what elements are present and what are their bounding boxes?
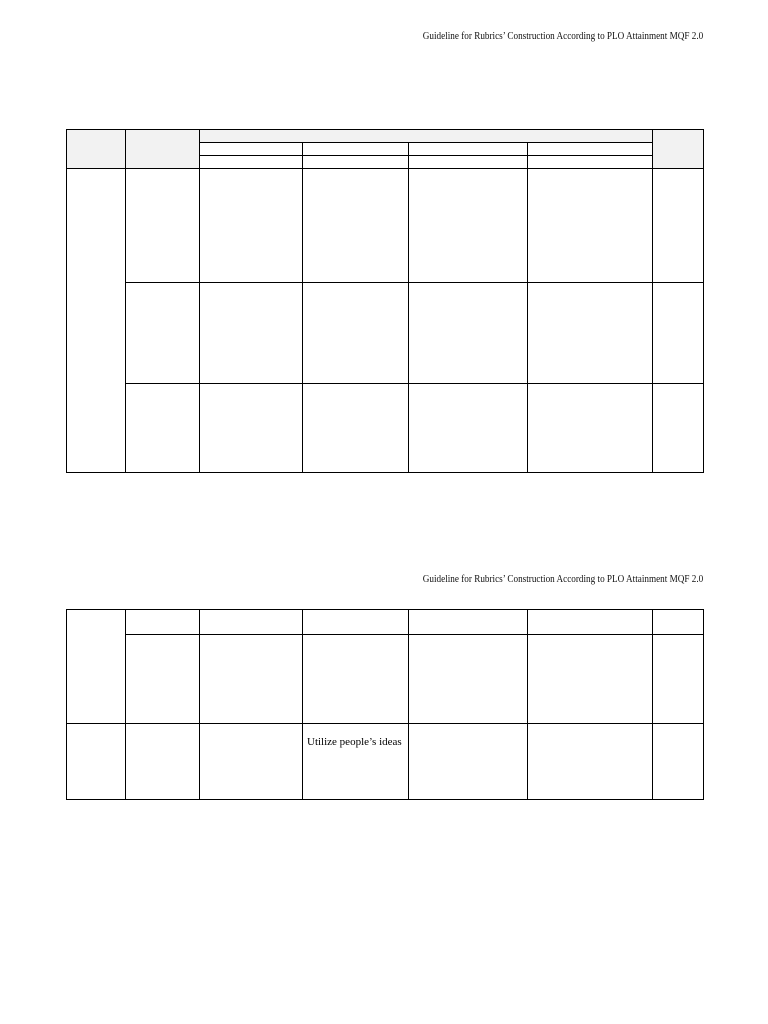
header-cell bbox=[527, 142, 653, 156]
header-cell bbox=[652, 129, 704, 169]
table-cell bbox=[527, 282, 653, 384]
table-cell bbox=[408, 634, 528, 724]
running-header: Guideline for Rubrics’ Construction According to PLO Attainment MQF 2.0 bbox=[422, 574, 703, 585]
table-cell bbox=[302, 168, 409, 283]
table-cell bbox=[302, 634, 409, 724]
table-cell bbox=[652, 634, 704, 724]
table-cell bbox=[199, 634, 303, 724]
table-cell bbox=[199, 168, 303, 283]
header-cell bbox=[302, 155, 409, 169]
table-cell bbox=[199, 383, 303, 473]
table-cell bbox=[66, 168, 126, 473]
table-cell bbox=[527, 383, 653, 473]
table-cell bbox=[66, 609, 126, 724]
header-cell bbox=[66, 129, 126, 169]
table-cell bbox=[125, 609, 200, 635]
rubric-table bbox=[66, 129, 704, 473]
table-cell bbox=[125, 168, 200, 283]
table-cell bbox=[408, 383, 528, 473]
table-cell bbox=[302, 383, 409, 473]
header-cell bbox=[302, 142, 409, 156]
table-cell bbox=[302, 609, 409, 635]
table-cell bbox=[199, 609, 303, 635]
header-cell bbox=[125, 129, 200, 169]
table-cell bbox=[66, 723, 126, 800]
header-cell bbox=[199, 142, 303, 156]
rubric-table bbox=[66, 609, 704, 800]
table-cell bbox=[527, 634, 653, 724]
table-cell bbox=[199, 282, 303, 384]
table-cell bbox=[125, 634, 200, 724]
header-cell bbox=[199, 129, 653, 143]
table-cell bbox=[527, 723, 653, 800]
running-header: Guideline for Rubrics’ Construction According to PLO Attainment MQF 2.0 bbox=[422, 31, 703, 42]
table-cell bbox=[408, 609, 528, 635]
table-cell bbox=[527, 168, 653, 283]
table-cell bbox=[125, 282, 200, 384]
table-cell bbox=[652, 168, 704, 283]
table-cell bbox=[125, 723, 200, 800]
table-cell bbox=[652, 723, 704, 800]
header-cell bbox=[199, 155, 303, 169]
table-cell bbox=[408, 282, 528, 384]
header-cell bbox=[408, 142, 528, 156]
table-cell bbox=[527, 609, 653, 635]
header-cell bbox=[527, 155, 653, 169]
table-cell bbox=[302, 282, 409, 384]
header-cell bbox=[408, 155, 528, 169]
table-cell bbox=[125, 383, 200, 473]
table-cell bbox=[199, 723, 303, 800]
table-cell bbox=[652, 282, 704, 384]
table-cell bbox=[652, 609, 704, 635]
criterion-text-cell: Utilize people’s ideas bbox=[302, 723, 409, 800]
table-cell bbox=[408, 168, 528, 283]
table-cell bbox=[408, 723, 528, 800]
table-cell bbox=[652, 383, 704, 473]
